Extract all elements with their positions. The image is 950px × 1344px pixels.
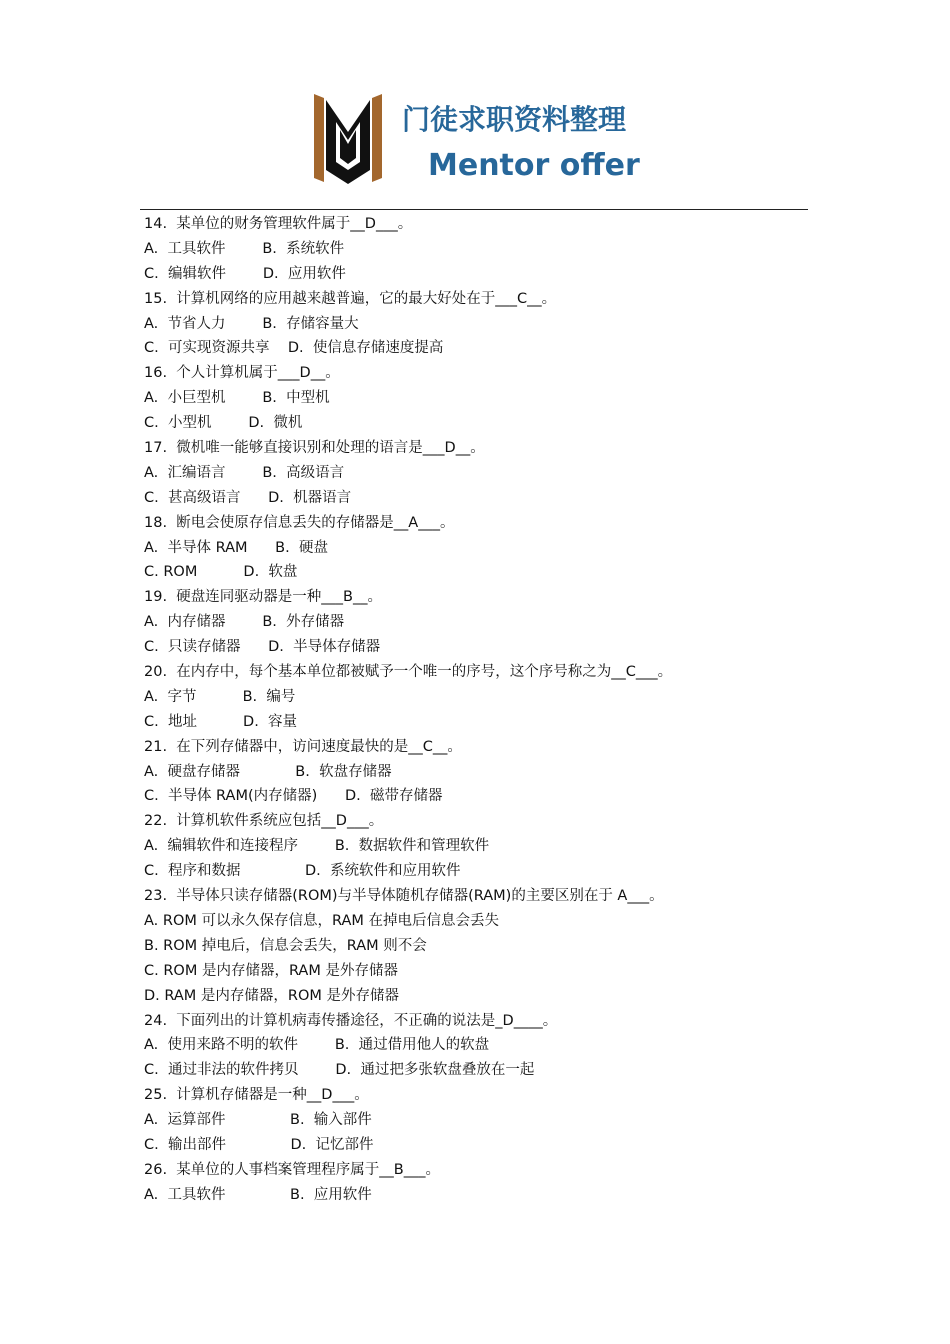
- answer-options: A. 半导体 RAM B. 硬盘: [144, 539, 328, 556]
- answer-options: A. 运算部件 B. 输入部件: [144, 1112, 372, 1129]
- answer-options: A. 硬盘存储器 B. 软盘存储器: [144, 763, 392, 780]
- question-text: 14. 某单位的财务管理软件属于__D___。: [144, 216, 413, 232]
- question-text: 15. 计算机网络的应用越来越普遍，它的最大好处在于___C__。: [144, 290, 557, 307]
- answer-options: A. 编辑软件和连接程序 B. 数据软件和管理软件: [144, 838, 490, 855]
- answer-options: A. ROM 可以永久保存信息，RAM 在掉电后信息会丢失: [144, 912, 500, 929]
- question-text: 22. 计算机软件系统应包括__D___。: [144, 813, 384, 830]
- answer-options: B. ROM 掉电后，信息会丢失，RAM 则不会: [144, 937, 427, 954]
- question-text: 17. 微机唯一能够直接识别和处理的语言是___D__。: [144, 440, 485, 457]
- answer-options: C. 可实现资源共享 D. 使信息存储速度提高: [144, 340, 444, 357]
- answer-options: A. 字节 B. 编号: [144, 688, 296, 705]
- answer-options: C. 输出部件 D. 记忆部件: [144, 1136, 374, 1153]
- answer-options: A. 使用来路不明的软件 B. 通过借用他人的软盘: [144, 1037, 490, 1054]
- answer-options: C. ROM 是内存储器，RAM 是外存储器: [144, 962, 398, 979]
- question-text: 18. 断电会使原存信息丢失的存储器是__A___。: [144, 514, 455, 531]
- answer-options: A. 内存储器 B. 外存储器: [144, 614, 345, 631]
- answer-options: A. 节省人力 B. 存储容量大: [144, 315, 359, 332]
- answer-options: A. 小巨型机 B. 中型机: [144, 390, 330, 407]
- question-list: [144, 212, 804, 1208]
- brand-name-english: Mentor offer: [428, 148, 640, 183]
- question-text: 24. 下面列出的计算机病毒传播途径，不正确的说法是_D____。: [144, 1012, 558, 1029]
- answer-options: A. 工具软件 B. 应用软件: [144, 1186, 372, 1203]
- answer-options: C. 通过非法的软件拷贝 D. 通过把多张软盘叠放在一起: [144, 1062, 535, 1079]
- question-text: 16. 个人计算机属于___D__。: [144, 365, 340, 382]
- answer-options: C. ROM D. 软盘: [144, 564, 298, 581]
- mentor-logo-icon: [312, 92, 384, 184]
- answer-options: C. 小型机 D. 微机: [144, 415, 303, 432]
- question-text: 20. 在内存中，每个基本单位都被赋予一个唯一的序号，这个序号称之为__C___。: [144, 664, 673, 681]
- question-text: 23. 半导体只读存储器(ROM)与半导体随机存储器(RAM)的主要区别在于 A___。: [144, 888, 664, 905]
- answer-options: D. RAM 是内存储器，ROM 是外存储器: [144, 987, 400, 1004]
- answer-options: C. 编辑软件 D. 应用软件: [144, 265, 346, 282]
- answer-options: C. 地址 D. 容量: [144, 713, 298, 730]
- question-text: 19. 硬盘连同驱动器是一种___B__。: [144, 589, 382, 606]
- brand-name-chinese: 门徒求职资料整理: [402, 103, 627, 136]
- answer-options: C. 半导体 RAM(内存储器) D. 磁带存储器: [144, 788, 443, 805]
- answer-options: C. 只读存储器 D. 半导体存储器: [144, 639, 381, 656]
- answer-options: A. 汇编语言 B. 高级语言: [144, 464, 345, 481]
- question-text: 21. 在下列存储器中，访问速度最快的是__C__。: [144, 738, 462, 755]
- answer-options: C. 程序和数据 D. 系统软件和应用软件: [144, 863, 461, 880]
- header-divider: [140, 209, 808, 210]
- question-text: 26. 某单位的人事档案管理程序属于__B___。: [144, 1161, 440, 1178]
- answer-options: A. 工具软件 B. 系统软件: [144, 240, 345, 257]
- answer-options: C. 甚高级语言 D. 机器语言: [144, 489, 352, 506]
- question-text: 25. 计算机存储器是一种__D___。: [144, 1087, 369, 1104]
